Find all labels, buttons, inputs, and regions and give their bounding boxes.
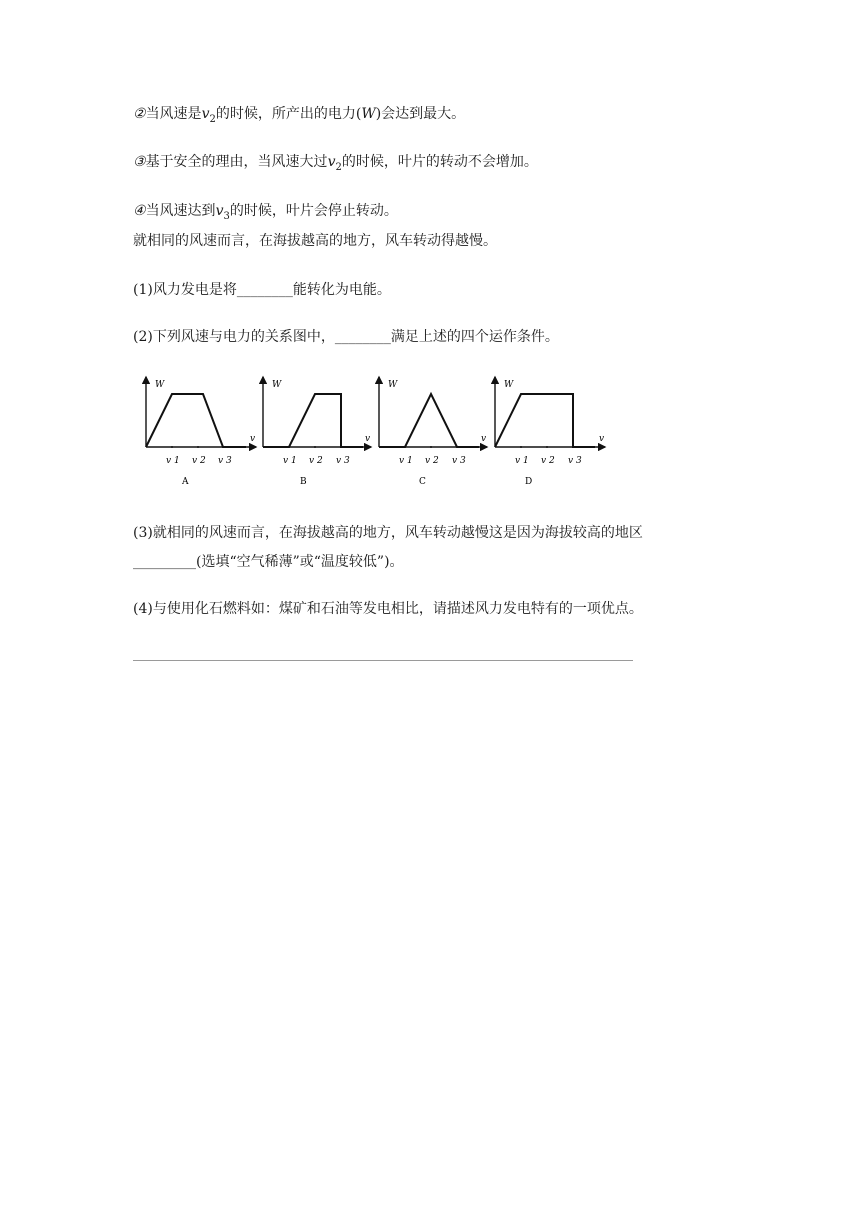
question-2: (2)下列风速与电力的关系图中，________满足上述的四个运作条件。	[133, 329, 559, 345]
x-axis-label: v	[599, 434, 605, 444]
condition-3-pre: 基于安全的理由，当风速大过	[145, 154, 328, 170]
var-v: v	[201, 106, 210, 122]
y-axis-label: W	[155, 380, 165, 390]
graph-d	[495, 377, 605, 487]
circled-number-4: ④	[133, 203, 146, 219]
condition-4	[133, 201, 398, 221]
tick-label-v1: v 1	[399, 456, 413, 466]
question-1: (1)风力发电是将________能转化为电能。	[133, 282, 391, 298]
y-axis-label: W	[272, 380, 282, 390]
condition-2-pre: 当风速是	[145, 106, 202, 122]
y-axis-label: W	[388, 380, 398, 390]
circled-number-3: ③	[133, 154, 146, 170]
graph-b	[263, 377, 371, 487]
intro-text: 就相同的风速而言，在海拔越高的地方，风车转动得越慢。	[133, 233, 497, 249]
var-sub: 3	[223, 210, 230, 222]
x-axis-label: v	[250, 434, 256, 444]
x-axis-label: v	[365, 434, 371, 444]
graph-a-label: A	[182, 477, 189, 487]
condition-2-post: )会达到最大。	[375, 106, 466, 122]
tick-label-v1: v 1	[283, 456, 297, 466]
tick-label-v3: v 3	[452, 456, 466, 466]
condition-4-pre: 当风速达到	[145, 203, 216, 219]
graph-d-label: D	[525, 477, 533, 487]
condition-2-mid: 的时候，所产出的电力(	[215, 106, 362, 122]
graph-c	[379, 377, 487, 487]
var-w: W	[361, 106, 376, 122]
tick-label-v2: v 2	[541, 456, 555, 466]
tick-label-v1: v 1	[515, 456, 529, 466]
graph-c-label: C	[419, 477, 426, 487]
figure-group	[140, 372, 610, 492]
question-3-line-1: (3)就相同的风速而言，在海拔越高的地方，风车转动越慢这是因为海拔较高的地区	[133, 525, 643, 541]
tick-label-v2: v 2	[309, 456, 323, 466]
condition-2	[133, 104, 465, 124]
tick-label-v2: v 2	[425, 456, 439, 466]
circled-number-2: ②	[133, 106, 146, 122]
var-sub: 2	[209, 113, 216, 125]
tick-label-v2: v 2	[192, 456, 206, 466]
condition-3-post: 的时候，叶片的转动不会增加。	[341, 154, 538, 170]
x-axis-label: v	[481, 434, 487, 444]
var-v: v	[215, 203, 224, 219]
question-3-line-2: _________(选填“空气稀薄”或“温度较低”)。	[133, 554, 404, 570]
tick-label-v3: v 3	[336, 456, 350, 466]
question-4: (4)与使用化石燃料如：煤矿和石油等发电相比，请描述风力发电特有的一项优点。	[133, 601, 643, 617]
tick-label-v3: v 3	[218, 456, 232, 466]
var-sub: 2	[335, 161, 342, 173]
condition-4-post: 的时候，叶片会停止转动。	[229, 203, 398, 219]
tick-label-v1: v 1	[166, 456, 180, 466]
wind-power-graphs	[140, 372, 610, 492]
tick-label-v3: v 3	[568, 456, 582, 466]
graph-b-label: B	[300, 477, 307, 487]
condition-3	[133, 152, 538, 172]
answer-line	[133, 660, 633, 661]
graph-a	[146, 377, 256, 487]
y-axis-label: W	[504, 380, 514, 390]
var-v: v	[327, 154, 336, 170]
